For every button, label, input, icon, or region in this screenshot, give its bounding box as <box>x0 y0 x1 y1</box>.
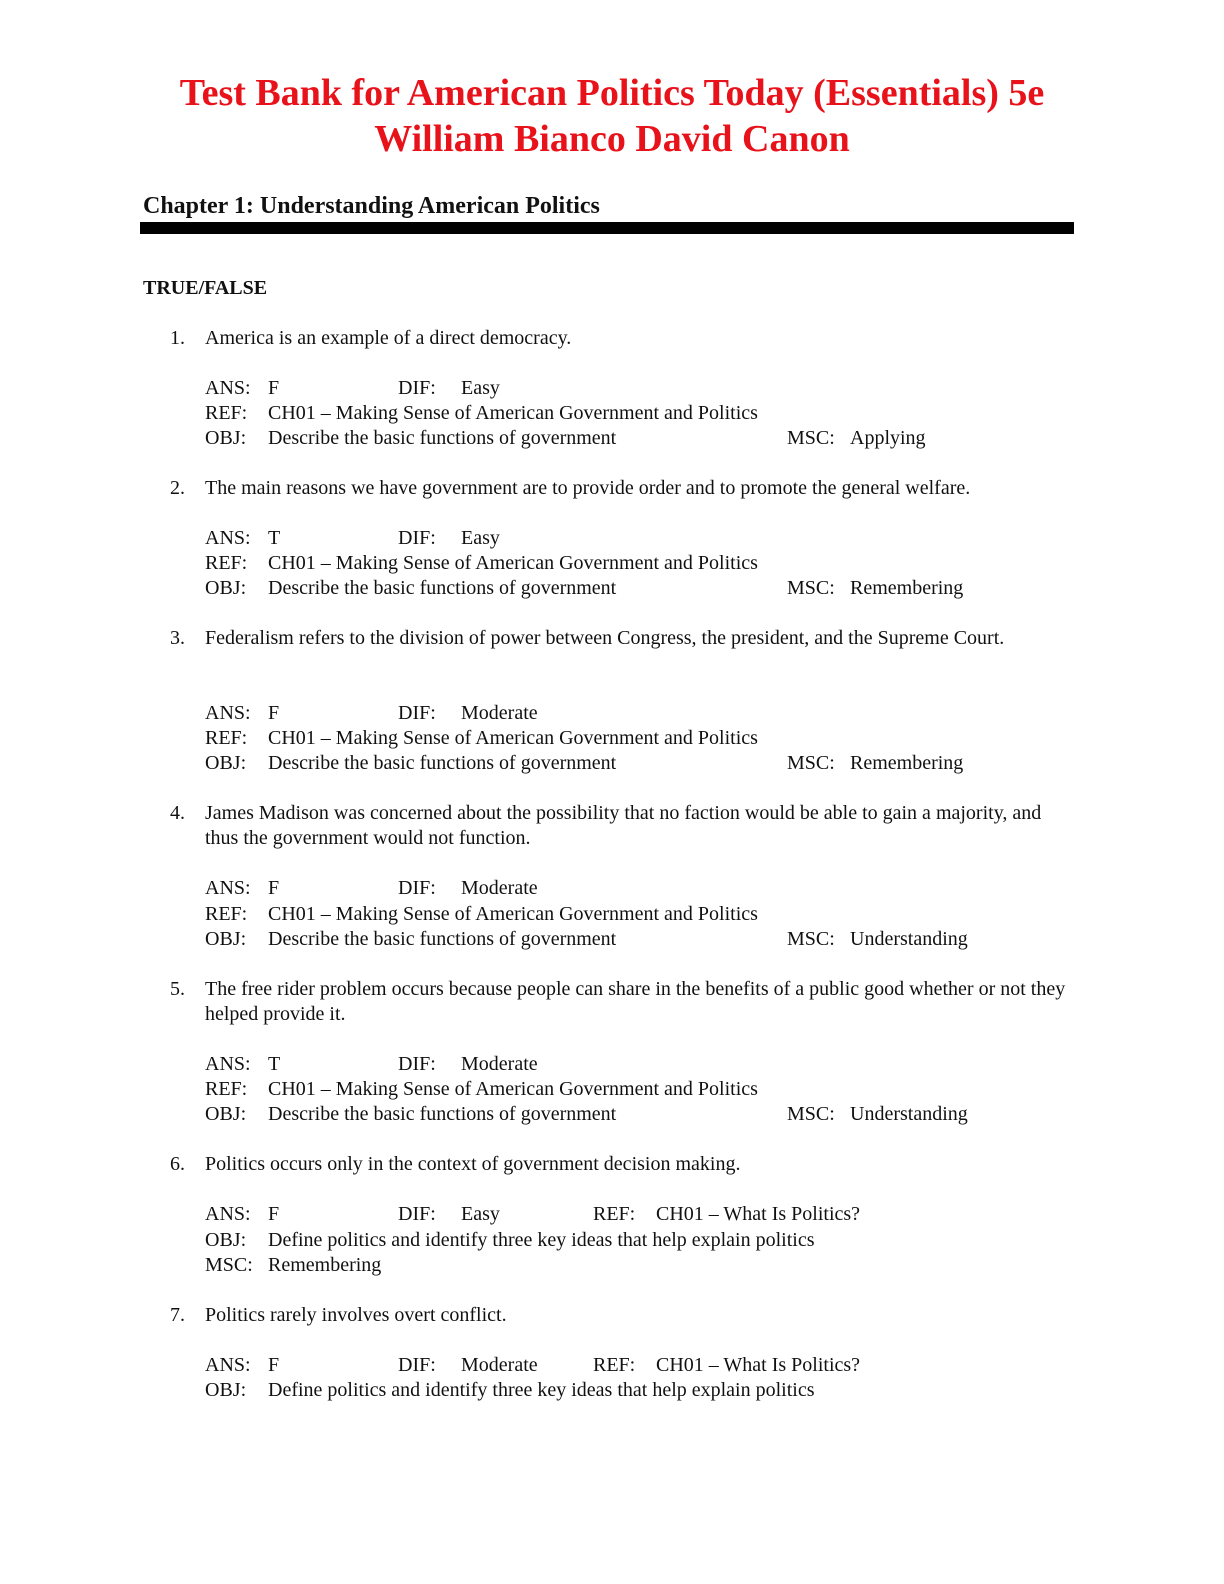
ref-value: CH01 – Making Sense of American Government and Politics <box>268 552 758 574</box>
obj-value: Describe the basic functions of government <box>268 752 617 774</box>
question-number: 6. <box>170 1153 185 1175</box>
ref-value: CH01 – Making Sense of American Government and Politics <box>268 402 758 424</box>
question-text: The main reasons we have government are to provide order and to promote the general welfare. <box>205 477 971 499</box>
obj-label: OBJ: <box>205 577 247 599</box>
msc-value: Remembering <box>850 577 964 599</box>
ans-label: ANS: <box>205 527 251 549</box>
ans-label: ANS: <box>205 877 251 899</box>
dif-label: DIF: <box>398 702 436 724</box>
obj-label: OBJ: <box>205 928 247 950</box>
question-number: 3. <box>170 627 185 649</box>
question-number: 5. <box>170 978 185 1000</box>
obj-label: OBJ: <box>205 427 247 449</box>
dif-label: DIF: <box>398 1354 436 1376</box>
msc-label: MSC: <box>787 928 835 950</box>
ref-value: CH01 – What Is Politics? <box>656 1203 861 1225</box>
msc-value: Understanding <box>850 928 968 950</box>
title-line-2: William Bianco David Canon <box>374 118 850 160</box>
dif-label: DIF: <box>398 1203 436 1225</box>
dif-value: Moderate <box>461 702 538 724</box>
ans-label: ANS: <box>205 702 251 724</box>
question-text: America is an example of a direct democracy. <box>205 327 572 349</box>
ans-value: F <box>268 377 280 399</box>
ref-label: REF: <box>205 727 248 749</box>
ref-label: REF: <box>593 1354 636 1376</box>
dif-value: Easy <box>461 527 500 549</box>
ref-label: REF: <box>205 903 248 925</box>
ans-label: ANS: <box>205 377 251 399</box>
ref-label: REF: <box>205 552 248 574</box>
question-text: Politics rarely involves overt conflict. <box>205 1304 507 1326</box>
dif-label: DIF: <box>398 377 436 399</box>
ref-label: REF: <box>205 402 248 424</box>
msc-label: MSC: <box>787 577 835 599</box>
ans-value: T <box>268 527 281 549</box>
question-number: 7. <box>170 1304 185 1326</box>
title-line-1: Test Bank for American Politics Today (Essentials) 5e <box>179 72 1045 114</box>
ans-value: F <box>268 877 280 899</box>
ans-label: ANS: <box>205 1053 251 1075</box>
obj-value: Describe the basic functions of government <box>268 577 617 599</box>
heading-rule <box>140 222 1074 234</box>
msc-value: Applying <box>850 427 926 449</box>
ref-value: CH01 – Making Sense of American Government and Politics <box>268 727 758 749</box>
question-number: 2. <box>170 477 185 499</box>
obj-value: Describe the basic functions of government <box>268 1103 617 1125</box>
msc-value: Remembering <box>850 752 964 774</box>
ans-value: T <box>268 1053 281 1075</box>
msc-label: MSC: <box>787 427 835 449</box>
obj-label: OBJ: <box>205 1103 247 1125</box>
obj-value: Define politics and identify three key ideas that help explain politics <box>268 1379 815 1401</box>
question-text: Politics occurs only in the context of government decision making. <box>205 1153 741 1175</box>
chapter-heading: Chapter 1: Understanding American Politics <box>143 193 600 219</box>
ans-label: ANS: <box>205 1354 251 1376</box>
dif-value: Easy <box>461 1203 500 1225</box>
ref-value: CH01 – Making Sense of American Government and Politics <box>268 1078 758 1100</box>
ans-label: ANS: <box>205 1203 251 1225</box>
ref-label: REF: <box>593 1203 636 1225</box>
dif-value: Moderate <box>461 1053 538 1075</box>
question-text: The free rider problem occurs because people can share in the benefits of a public good whether or not they helped provide it. <box>205 978 1066 1025</box>
obj-label: OBJ: <box>205 1379 247 1401</box>
ref-label: REF: <box>205 1078 248 1100</box>
dif-value: Moderate <box>461 1354 538 1376</box>
dif-value: Easy <box>461 377 500 399</box>
ref-value: CH01 – Making Sense of American Government and Politics <box>268 903 758 925</box>
dif-label: DIF: <box>398 1053 436 1075</box>
question-number: 1. <box>170 327 185 349</box>
obj-value: Describe the basic functions of government <box>268 427 617 449</box>
obj-label: OBJ: <box>205 752 247 774</box>
msc-label: MSC: <box>205 1254 253 1276</box>
msc-value: Understanding <box>850 1103 968 1125</box>
obj-value: Define politics and identify three key ideas that help explain politics <box>268 1229 815 1251</box>
msc-value: Remembering <box>268 1254 382 1276</box>
question-number: 4. <box>170 802 185 824</box>
ans-value: F <box>268 702 280 724</box>
dif-value: Moderate <box>461 877 538 899</box>
msc-label: MSC: <box>787 752 835 774</box>
obj-value: Describe the basic functions of government <box>268 928 617 950</box>
section-heading: TRUE/FALSE <box>143 277 268 299</box>
dif-label: DIF: <box>398 527 436 549</box>
obj-label: OBJ: <box>205 1229 247 1251</box>
question-text: James Madison was concerned about the possibility that no faction would be able to gain a majority, and thus the government would not function. <box>205 802 1042 849</box>
ans-value: F <box>268 1203 280 1225</box>
dif-label: DIF: <box>398 877 436 899</box>
ref-value: CH01 – What Is Politics? <box>656 1354 861 1376</box>
ans-value: F <box>268 1354 280 1376</box>
page-title <box>0 70 1224 162</box>
msc-label: MSC: <box>787 1103 835 1125</box>
question-text: Federalism refers to the division of power between Congress, the president, and the Supreme Court. <box>205 627 1005 649</box>
